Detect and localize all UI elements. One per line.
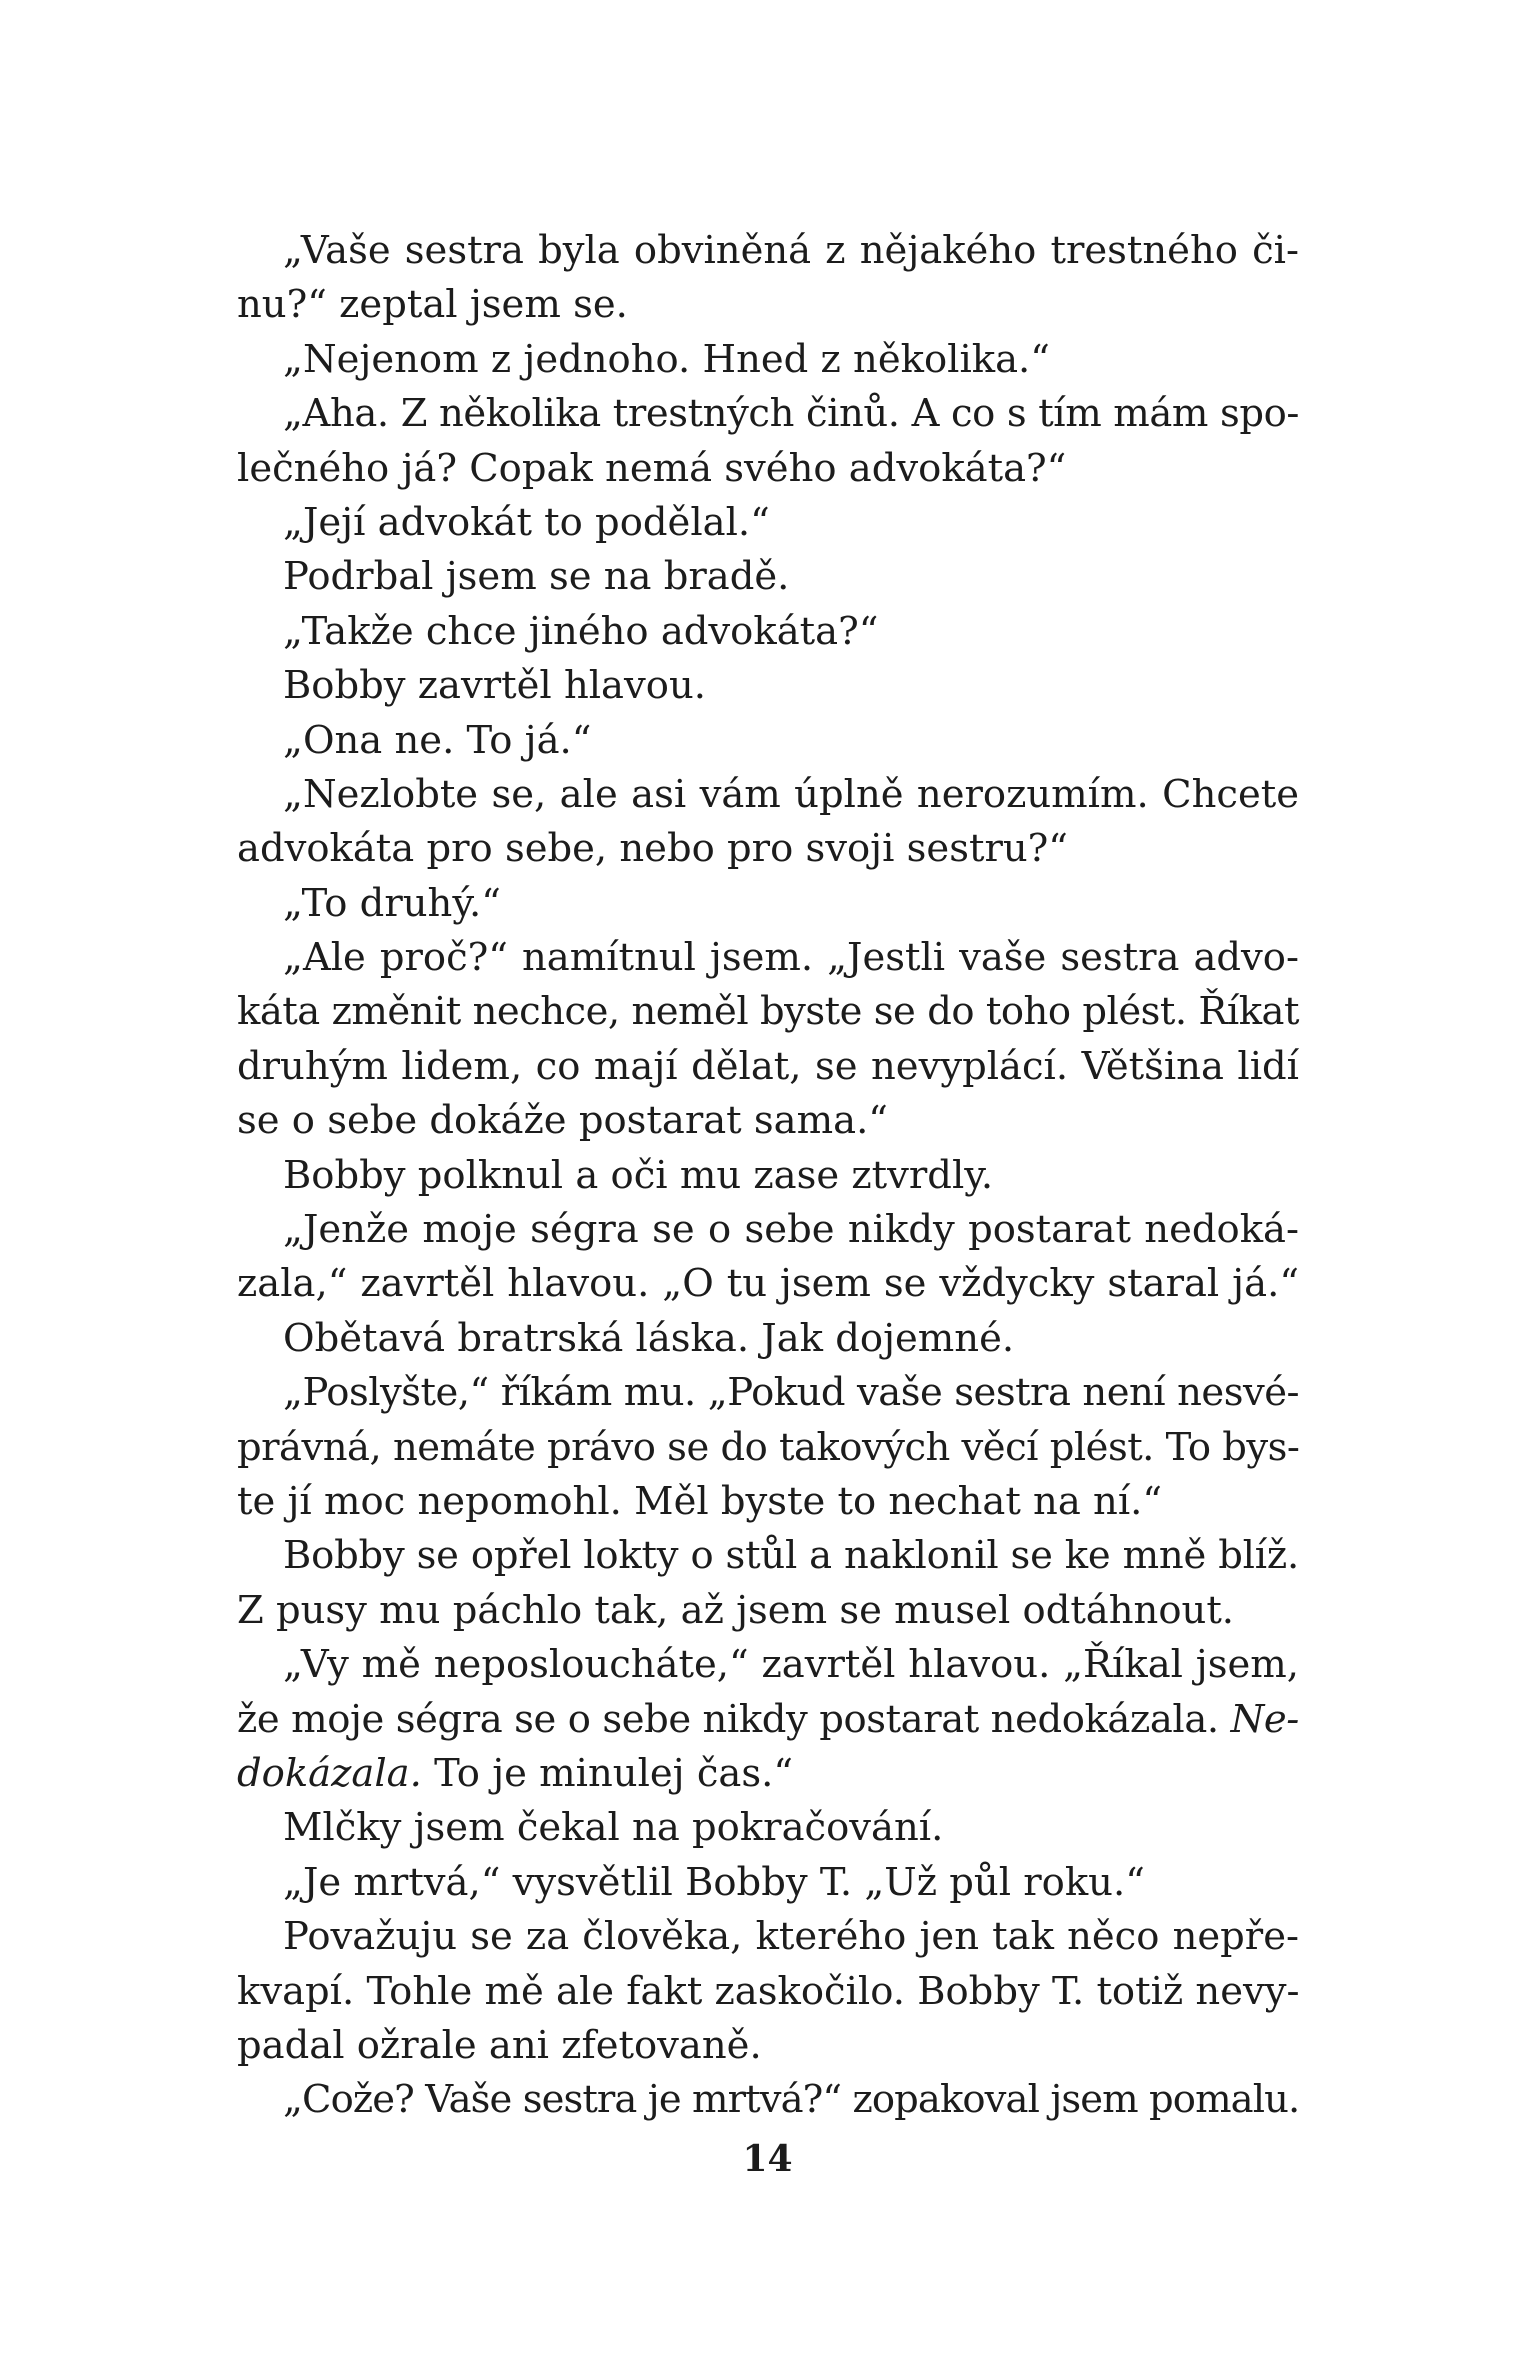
- text-line: Považuju se za člověka, kterého jen tak něco nepře-: [283, 1914, 1299, 1960]
- text-line: „Cože? Vaše sestra je mrtvá?“ zopakoval jsem pomalu.: [283, 2077, 1300, 2123]
- italic-text: Ne-: [1230, 1696, 1299, 1742]
- text-line: nu?“ zeptal jsem se.: [237, 282, 628, 328]
- text-line: právná, nemáte právo se do takových věcí plést. To bys-: [237, 1424, 1300, 1470]
- text-line: „Ona ne. To já.“: [283, 717, 592, 763]
- text-line: „Takže chce jiného advokáta?“: [283, 608, 879, 654]
- text-line: Mlčky jsem čekal na pokračování.: [283, 1805, 944, 1851]
- text-line: Bobby polknul a oči mu zase ztvrdly.: [283, 1152, 994, 1198]
- text-line: „Jenže moje ségra se o sebe nikdy postarat nedoká-: [283, 1207, 1299, 1253]
- page-number: 14: [742, 2138, 793, 2180]
- text-segment: že moje ségra se o sebe nikdy postarat nedokázala.: [237, 1696, 1231, 1742]
- text-line: advokáta pro sebe, nebo pro svoji sestru?“: [237, 826, 1068, 872]
- text-line: „Vy mě neposloucháte,“ zavrtěl hlavou. „Říkal jsem,: [283, 1642, 1299, 1688]
- text-line: Bobby zavrtěl hlavou.: [283, 663, 706, 709]
- text-line: druhým lidem, co mají dělat, se nevyplácí. Většina lidí: [237, 1043, 1299, 1089]
- text-line: se o sebe dokáže postarat sama.“: [237, 1098, 888, 1144]
- body-text: [237, 224, 1299, 2128]
- text-line: Z pusy mu páchlo tak, až jsem se musel odtáhnout.: [237, 1587, 1235, 1633]
- text-line: „Nejenom z jednoho. Hned z několika.“: [283, 336, 1050, 382]
- text-line: Podrbal jsem se na bradě.: [283, 554, 790, 600]
- text-line: padal ožrale ani zfetovaně.: [237, 2022, 762, 2068]
- text-line: káta změnit nechce, neměl byste se do toho plést. Říkat: [237, 989, 1299, 1035]
- text-line: kvapí. Tohle mě ale fakt zaskočilo. Bobby T. totiž nevy-: [237, 1968, 1300, 2014]
- text-line: „Její advokát to podělal.“: [283, 499, 770, 545]
- italic-text: dokázala.: [237, 1750, 422, 1796]
- text-line: Bobby se opřel lokty o stůl a naklonil se ke mně blíž.: [283, 1533, 1299, 1579]
- text-line: [237, 1747, 1299, 1801]
- text-line: „Nezlobte se, ale asi vám úplně nerozumím. Chcete: [283, 771, 1299, 817]
- text-line: te jí moc nepomohl. Měl byste to nechat na ní.“: [237, 1478, 1163, 1524]
- text-line: „Je mrtvá,“ vysvětlil Bobby T. „Už půl roku.“: [283, 1859, 1145, 1905]
- text-line: „Ale proč?“ namítnul jsem. „Jestli vaše sestra advo-: [283, 935, 1299, 981]
- text-line: zala,“ zavrtěl hlavou. „O tu jsem se vždycky staral já.“: [237, 1261, 1299, 1307]
- text-line: „Vaše sestra byla obviněná z nějakého trestného či-: [283, 228, 1299, 273]
- text-line: „Aha. Z několika trestných činů. A co s tím mám spo-: [283, 391, 1299, 437]
- text-line: Obětavá bratrská láska. Jak dojemné.: [283, 1315, 1015, 1361]
- text-line: „To druhý.“: [283, 880, 501, 926]
- text-line: „Poslyšte,“ říkám mu. „Pokud vaše sestra není nesvé-: [283, 1370, 1299, 1416]
- text-segment: To je minulej čas.“: [421, 1750, 794, 1796]
- text-line: lečného já? Copak nemá svého advokáta?“: [237, 445, 1067, 491]
- text-line: [237, 1693, 1299, 1747]
